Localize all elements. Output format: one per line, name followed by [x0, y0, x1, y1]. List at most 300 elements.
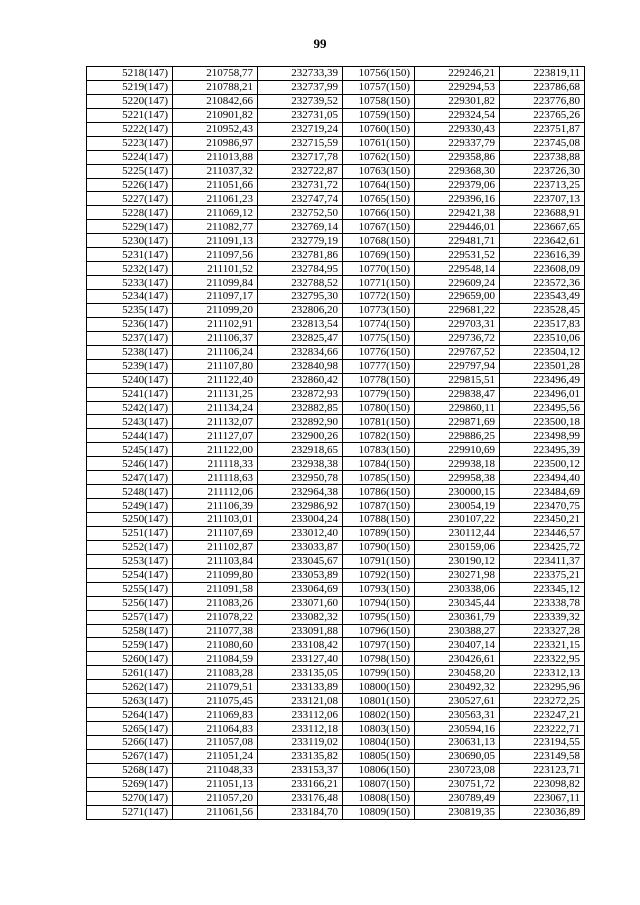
y-coordinate-cell: 232747,74	[258, 192, 343, 206]
point-id-cell: 10764(150)	[343, 178, 415, 192]
x-coordinate-cell: 211103,01	[173, 513, 258, 527]
x-coordinate-cell: 211061,56	[173, 805, 258, 819]
point-id-cell: 10772(150)	[343, 290, 415, 304]
table-row	[87, 708, 585, 722]
x-coordinate-cell: 210788,21	[173, 80, 258, 94]
x-coordinate-cell: 230338,06	[415, 582, 500, 596]
y-coordinate-cell: 223495,39	[500, 443, 585, 457]
point-id-cell: 10776(150)	[343, 345, 415, 359]
x-coordinate-cell: 229938,18	[415, 457, 500, 471]
point-id-cell: 5253(147)	[87, 554, 173, 568]
y-coordinate-cell: 232779,19	[258, 234, 343, 248]
y-coordinate-cell: 223295,96	[500, 680, 585, 694]
point-id-cell: 5233(147)	[87, 276, 173, 290]
y-coordinate-cell: 223528,45	[500, 303, 585, 317]
y-coordinate-cell: 223543,49	[500, 290, 585, 304]
y-coordinate-cell: 232882,85	[258, 401, 343, 415]
y-coordinate-cell: 223504,12	[500, 345, 585, 359]
point-id-cell: 5261(147)	[87, 666, 173, 680]
y-coordinate-cell: 232813,54	[258, 317, 343, 331]
point-id-cell: 10805(150)	[343, 749, 415, 763]
table-row	[87, 136, 585, 150]
point-id-cell: 10804(150)	[343, 736, 415, 750]
point-id-cell: 5234(147)	[87, 290, 173, 304]
x-coordinate-cell: 230789,49	[415, 791, 500, 805]
point-id-cell: 10763(150)	[343, 164, 415, 178]
x-coordinate-cell: 211057,20	[173, 791, 258, 805]
table-row	[87, 540, 585, 554]
point-id-cell: 10769(150)	[343, 248, 415, 262]
x-coordinate-cell: 211102,91	[173, 317, 258, 331]
point-id-cell: 10807(150)	[343, 777, 415, 791]
point-id-cell: 10803(150)	[343, 722, 415, 736]
point-id-cell: 10771(150)	[343, 276, 415, 290]
x-coordinate-cell: 211099,20	[173, 303, 258, 317]
y-coordinate-cell: 223517,83	[500, 317, 585, 331]
point-id-cell: 5221(147)	[87, 108, 173, 122]
x-coordinate-cell: 211106,24	[173, 345, 258, 359]
x-coordinate-cell: 210842,66	[173, 94, 258, 108]
point-id-cell: 10791(150)	[343, 554, 415, 568]
x-coordinate-cell: 230492,32	[415, 680, 500, 694]
x-coordinate-cell: 211091,13	[173, 234, 258, 248]
x-coordinate-cell: 229860,11	[415, 401, 500, 415]
point-id-cell: 10778(150)	[343, 373, 415, 387]
y-coordinate-cell: 223036,89	[500, 805, 585, 819]
y-coordinate-cell: 223450,21	[500, 513, 585, 527]
y-coordinate-cell: 223713,25	[500, 178, 585, 192]
x-coordinate-cell: 230751,72	[415, 777, 500, 791]
y-coordinate-cell: 233133,89	[258, 680, 343, 694]
x-coordinate-cell: 230723,08	[415, 763, 500, 777]
point-id-cell: 10767(150)	[343, 220, 415, 234]
point-id-cell: 10773(150)	[343, 303, 415, 317]
x-coordinate-cell: 211013,88	[173, 150, 258, 164]
y-coordinate-cell: 223688,91	[500, 206, 585, 220]
table-row	[87, 513, 585, 527]
y-coordinate-cell: 223425,72	[500, 540, 585, 554]
y-coordinate-cell: 223345,12	[500, 582, 585, 596]
y-coordinate-cell: 233033,87	[258, 540, 343, 554]
x-coordinate-cell: 229548,14	[415, 262, 500, 276]
x-coordinate-cell: 230159,06	[415, 540, 500, 554]
table-row	[87, 471, 585, 485]
point-id-cell: 10766(150)	[343, 206, 415, 220]
point-id-cell: 10793(150)	[343, 582, 415, 596]
x-coordinate-cell: 211097,17	[173, 290, 258, 304]
table-row	[87, 722, 585, 736]
point-id-cell: 5250(147)	[87, 513, 173, 527]
x-coordinate-cell: 230458,20	[415, 666, 500, 680]
y-coordinate-cell: 223726,30	[500, 164, 585, 178]
y-coordinate-cell: 233121,08	[258, 694, 343, 708]
point-id-cell: 5239(147)	[87, 359, 173, 373]
y-coordinate-cell: 232892,90	[258, 415, 343, 429]
y-coordinate-cell: 232872,93	[258, 387, 343, 401]
x-coordinate-cell: 210986,97	[173, 136, 258, 150]
point-id-cell: 10787(150)	[343, 499, 415, 513]
point-id-cell: 5246(147)	[87, 457, 173, 471]
y-coordinate-cell: 223375,21	[500, 568, 585, 582]
x-coordinate-cell: 229324,54	[415, 108, 500, 122]
point-id-cell: 5229(147)	[87, 220, 173, 234]
point-id-cell: 10780(150)	[343, 401, 415, 415]
y-coordinate-cell: 223067,11	[500, 791, 585, 805]
point-id-cell: 5270(147)	[87, 791, 173, 805]
table-row	[87, 178, 585, 192]
y-coordinate-cell: 233004,24	[258, 513, 343, 527]
y-coordinate-cell: 223786,68	[500, 80, 585, 94]
x-coordinate-cell: 211084,59	[173, 652, 258, 666]
x-coordinate-cell: 211106,39	[173, 499, 258, 513]
y-coordinate-cell: 223321,15	[500, 638, 585, 652]
y-coordinate-cell: 233166,21	[258, 777, 343, 791]
x-coordinate-cell: 211101,52	[173, 262, 258, 276]
y-coordinate-cell: 223496,01	[500, 387, 585, 401]
point-id-cell: 5228(147)	[87, 206, 173, 220]
x-coordinate-cell: 229659,00	[415, 290, 500, 304]
y-coordinate-cell: 232825,47	[258, 331, 343, 345]
x-coordinate-cell: 230819,35	[415, 805, 500, 819]
x-coordinate-cell: 230407,14	[415, 638, 500, 652]
y-coordinate-cell: 223272,25	[500, 694, 585, 708]
point-id-cell: 5267(147)	[87, 749, 173, 763]
x-coordinate-cell: 230594,16	[415, 722, 500, 736]
table-row	[87, 415, 585, 429]
table-row	[87, 485, 585, 499]
x-coordinate-cell: 229358,86	[415, 150, 500, 164]
point-id-cell: 10789(150)	[343, 526, 415, 540]
x-coordinate-cell: 229330,43	[415, 122, 500, 136]
point-id-cell: 5231(147)	[87, 248, 173, 262]
y-coordinate-cell: 233127,40	[258, 652, 343, 666]
point-id-cell: 10765(150)	[343, 192, 415, 206]
x-coordinate-cell: 211097,56	[173, 248, 258, 262]
table-row	[87, 150, 585, 164]
y-coordinate-cell: 232834,66	[258, 345, 343, 359]
x-coordinate-cell: 211122,00	[173, 443, 258, 457]
y-coordinate-cell: 232722,87	[258, 164, 343, 178]
y-coordinate-cell: 223149,58	[500, 749, 585, 763]
point-id-cell: 5241(147)	[87, 387, 173, 401]
table-row	[87, 666, 585, 680]
point-id-cell: 5219(147)	[87, 80, 173, 94]
x-coordinate-cell: 210901,82	[173, 108, 258, 122]
table-row	[87, 248, 585, 262]
y-coordinate-cell: 223510,06	[500, 331, 585, 345]
point-id-cell: 10788(150)	[343, 513, 415, 527]
point-id-cell: 5266(147)	[87, 736, 173, 750]
x-coordinate-cell: 230345,44	[415, 596, 500, 610]
point-id-cell: 5254(147)	[87, 568, 173, 582]
point-id-cell: 10781(150)	[343, 415, 415, 429]
x-coordinate-cell: 229246,21	[415, 67, 500, 81]
point-id-cell: 10786(150)	[343, 485, 415, 499]
point-id-cell: 10761(150)	[343, 136, 415, 150]
x-coordinate-cell: 230112,44	[415, 526, 500, 540]
point-id-cell: 10777(150)	[343, 359, 415, 373]
x-coordinate-cell: 211134,24	[173, 401, 258, 415]
table-row	[87, 401, 585, 415]
point-id-cell: 10794(150)	[343, 596, 415, 610]
point-id-cell: 10801(150)	[343, 694, 415, 708]
x-coordinate-cell: 210758,77	[173, 67, 258, 81]
point-id-cell: 5257(147)	[87, 610, 173, 624]
y-coordinate-cell: 232860,42	[258, 373, 343, 387]
x-coordinate-cell: 229681,22	[415, 303, 500, 317]
page-number: 99	[313, 36, 327, 51]
table-row	[87, 777, 585, 791]
x-coordinate-cell: 230563,31	[415, 708, 500, 722]
x-coordinate-cell: 211091,58	[173, 582, 258, 596]
x-coordinate-cell: 229838,47	[415, 387, 500, 401]
y-coordinate-cell: 233176,48	[258, 791, 343, 805]
x-coordinate-cell: 229871,69	[415, 415, 500, 429]
x-coordinate-cell: 230000,15	[415, 485, 500, 499]
y-coordinate-cell: 223123,71	[500, 763, 585, 777]
point-id-cell: 5237(147)	[87, 331, 173, 345]
point-id-cell: 10774(150)	[343, 317, 415, 331]
table-row	[87, 359, 585, 373]
y-coordinate-cell: 232806,20	[258, 303, 343, 317]
y-coordinate-cell: 232950,78	[258, 471, 343, 485]
y-coordinate-cell: 232719,24	[258, 122, 343, 136]
table-row	[87, 429, 585, 443]
table-row	[87, 499, 585, 513]
y-coordinate-cell: 223765,26	[500, 108, 585, 122]
y-coordinate-cell: 223411,37	[500, 554, 585, 568]
x-coordinate-cell: 229703,31	[415, 317, 500, 331]
x-coordinate-cell: 229609,24	[415, 276, 500, 290]
y-coordinate-cell: 223222,71	[500, 722, 585, 736]
table-row	[87, 122, 585, 136]
x-coordinate-cell: 211051,24	[173, 749, 258, 763]
point-id-cell: 10808(150)	[343, 791, 415, 805]
point-id-cell: 10758(150)	[343, 94, 415, 108]
x-coordinate-cell: 229531,52	[415, 248, 500, 262]
table-row	[87, 192, 585, 206]
point-id-cell: 10809(150)	[343, 805, 415, 819]
point-id-cell: 10802(150)	[343, 708, 415, 722]
point-id-cell: 10775(150)	[343, 331, 415, 345]
table-row	[87, 94, 585, 108]
y-coordinate-cell: 232717,78	[258, 150, 343, 164]
table-row	[87, 262, 585, 276]
y-coordinate-cell: 232784,95	[258, 262, 343, 276]
point-id-cell: 5249(147)	[87, 499, 173, 513]
table-row	[87, 220, 585, 234]
point-id-cell: 5258(147)	[87, 624, 173, 638]
point-id-cell: 5220(147)	[87, 94, 173, 108]
x-coordinate-cell: 211083,28	[173, 666, 258, 680]
table-row	[87, 234, 585, 248]
point-id-cell: 5223(147)	[87, 136, 173, 150]
point-id-cell: 10770(150)	[343, 262, 415, 276]
y-coordinate-cell: 223572,36	[500, 276, 585, 290]
x-coordinate-cell: 229368,30	[415, 164, 500, 178]
x-coordinate-cell: 211064,83	[173, 722, 258, 736]
y-coordinate-cell: 223667,65	[500, 220, 585, 234]
table-row	[87, 443, 585, 457]
x-coordinate-cell: 211048,33	[173, 763, 258, 777]
x-coordinate-cell: 211118,33	[173, 457, 258, 471]
x-coordinate-cell: 211131,25	[173, 387, 258, 401]
x-coordinate-cell: 211127,07	[173, 429, 258, 443]
y-coordinate-cell: 232900,26	[258, 429, 343, 443]
x-coordinate-cell: 211080,60	[173, 638, 258, 652]
y-coordinate-cell: 232739,52	[258, 94, 343, 108]
y-coordinate-cell: 233053,89	[258, 568, 343, 582]
y-coordinate-cell: 223608,09	[500, 262, 585, 276]
point-id-cell: 5271(147)	[87, 805, 173, 819]
table-row	[87, 108, 585, 122]
y-coordinate-cell: 223446,57	[500, 526, 585, 540]
table-row	[87, 749, 585, 763]
x-coordinate-cell: 211077,38	[173, 624, 258, 638]
x-coordinate-cell: 229481,71	[415, 234, 500, 248]
point-id-cell: 5224(147)	[87, 150, 173, 164]
x-coordinate-cell: 211057,08	[173, 736, 258, 750]
y-coordinate-cell: 232731,05	[258, 108, 343, 122]
y-coordinate-cell: 223496,49	[500, 373, 585, 387]
point-id-cell: 5225(147)	[87, 164, 173, 178]
y-coordinate-cell: 223484,69	[500, 485, 585, 499]
y-coordinate-cell: 223494,40	[500, 471, 585, 485]
y-coordinate-cell: 233153,37	[258, 763, 343, 777]
y-coordinate-cell: 223339,32	[500, 610, 585, 624]
y-coordinate-cell: 233071,60	[258, 596, 343, 610]
point-id-cell: 5251(147)	[87, 526, 173, 540]
x-coordinate-cell: 211107,69	[173, 526, 258, 540]
x-coordinate-cell: 230107,22	[415, 513, 500, 527]
point-id-cell: 10756(150)	[343, 67, 415, 81]
point-id-cell: 5242(147)	[87, 401, 173, 415]
table-row	[87, 805, 585, 819]
x-coordinate-cell: 211083,26	[173, 596, 258, 610]
point-id-cell: 5256(147)	[87, 596, 173, 610]
table-row	[87, 791, 585, 805]
x-coordinate-cell: 211099,80	[173, 568, 258, 582]
x-coordinate-cell: 229797,94	[415, 359, 500, 373]
x-coordinate-cell: 229886,25	[415, 429, 500, 443]
table-row	[87, 373, 585, 387]
y-coordinate-cell: 223247,21	[500, 708, 585, 722]
y-coordinate-cell: 223500,18	[500, 415, 585, 429]
table-row	[87, 457, 585, 471]
x-coordinate-cell: 211069,83	[173, 708, 258, 722]
x-coordinate-cell: 229294,53	[415, 80, 500, 94]
point-id-cell: 10783(150)	[343, 443, 415, 457]
point-id-cell: 5262(147)	[87, 680, 173, 694]
table-row	[87, 736, 585, 750]
y-coordinate-cell: 223751,87	[500, 122, 585, 136]
point-id-cell: 5263(147)	[87, 694, 173, 708]
x-coordinate-cell: 211099,84	[173, 276, 258, 290]
x-coordinate-cell: 230190,12	[415, 554, 500, 568]
y-coordinate-cell: 232737,99	[258, 80, 343, 94]
y-coordinate-cell: 233108,42	[258, 638, 343, 652]
table-row	[87, 638, 585, 652]
y-coordinate-cell: 233082,32	[258, 610, 343, 624]
x-coordinate-cell: 211112,06	[173, 485, 258, 499]
y-coordinate-cell: 223194,55	[500, 736, 585, 750]
point-id-cell: 10768(150)	[343, 234, 415, 248]
y-coordinate-cell: 232752,50	[258, 206, 343, 220]
y-coordinate-cell: 233064,69	[258, 582, 343, 596]
table-row	[87, 331, 585, 345]
point-id-cell: 5259(147)	[87, 638, 173, 652]
table-row	[87, 694, 585, 708]
point-id-cell: 5260(147)	[87, 652, 173, 666]
point-id-cell: 5252(147)	[87, 540, 173, 554]
x-coordinate-cell: 211075,45	[173, 694, 258, 708]
table-row	[87, 387, 585, 401]
x-coordinate-cell: 211132,07	[173, 415, 258, 429]
y-coordinate-cell: 223707,13	[500, 192, 585, 206]
point-id-cell: 10784(150)	[343, 457, 415, 471]
point-id-cell: 5265(147)	[87, 722, 173, 736]
y-coordinate-cell: 232731,72	[258, 178, 343, 192]
y-coordinate-cell: 233112,06	[258, 708, 343, 722]
x-coordinate-cell: 229446,01	[415, 220, 500, 234]
x-coordinate-cell: 229815,51	[415, 373, 500, 387]
y-coordinate-cell: 233184,70	[258, 805, 343, 819]
table-row	[87, 680, 585, 694]
table-row	[87, 624, 585, 638]
x-coordinate-cell: 211118,63	[173, 471, 258, 485]
table-row	[87, 164, 585, 178]
x-coordinate-cell: 229396,16	[415, 192, 500, 206]
y-coordinate-cell: 223776,80	[500, 94, 585, 108]
y-coordinate-cell: 233135,05	[258, 666, 343, 680]
point-id-cell: 5247(147)	[87, 471, 173, 485]
point-id-cell: 10759(150)	[343, 108, 415, 122]
point-id-cell: 10796(150)	[343, 624, 415, 638]
x-coordinate-cell: 210952,43	[173, 122, 258, 136]
point-id-cell: 5238(147)	[87, 345, 173, 359]
y-coordinate-cell: 233045,67	[258, 554, 343, 568]
x-coordinate-cell: 211102,87	[173, 540, 258, 554]
point-id-cell: 5232(147)	[87, 262, 173, 276]
y-coordinate-cell: 232795,30	[258, 290, 343, 304]
point-id-cell: 5218(147)	[87, 67, 173, 81]
point-id-cell: 5226(147)	[87, 178, 173, 192]
table-row	[87, 610, 585, 624]
y-coordinate-cell: 223745,08	[500, 136, 585, 150]
point-id-cell: 5227(147)	[87, 192, 173, 206]
table-row	[87, 554, 585, 568]
y-coordinate-cell: 223501,28	[500, 359, 585, 373]
y-coordinate-cell: 232938,38	[258, 457, 343, 471]
point-id-cell: 10782(150)	[343, 429, 415, 443]
point-id-cell: 10800(150)	[343, 680, 415, 694]
x-coordinate-cell: 211107,80	[173, 359, 258, 373]
x-coordinate-cell: 211082,77	[173, 220, 258, 234]
y-coordinate-cell: 223498,99	[500, 429, 585, 443]
y-coordinate-cell: 232733,39	[258, 67, 343, 81]
x-coordinate-cell: 211051,66	[173, 178, 258, 192]
coordinates-table	[86, 66, 585, 820]
x-coordinate-cell: 229301,82	[415, 94, 500, 108]
y-coordinate-cell: 232840,98	[258, 359, 343, 373]
x-coordinate-cell: 211079,51	[173, 680, 258, 694]
point-id-cell: 5230(147)	[87, 234, 173, 248]
x-coordinate-cell: 211051,13	[173, 777, 258, 791]
y-coordinate-cell: 232781,86	[258, 248, 343, 262]
point-id-cell: 5268(147)	[87, 763, 173, 777]
x-coordinate-cell: 211069,12	[173, 206, 258, 220]
x-coordinate-cell: 230426,61	[415, 652, 500, 666]
